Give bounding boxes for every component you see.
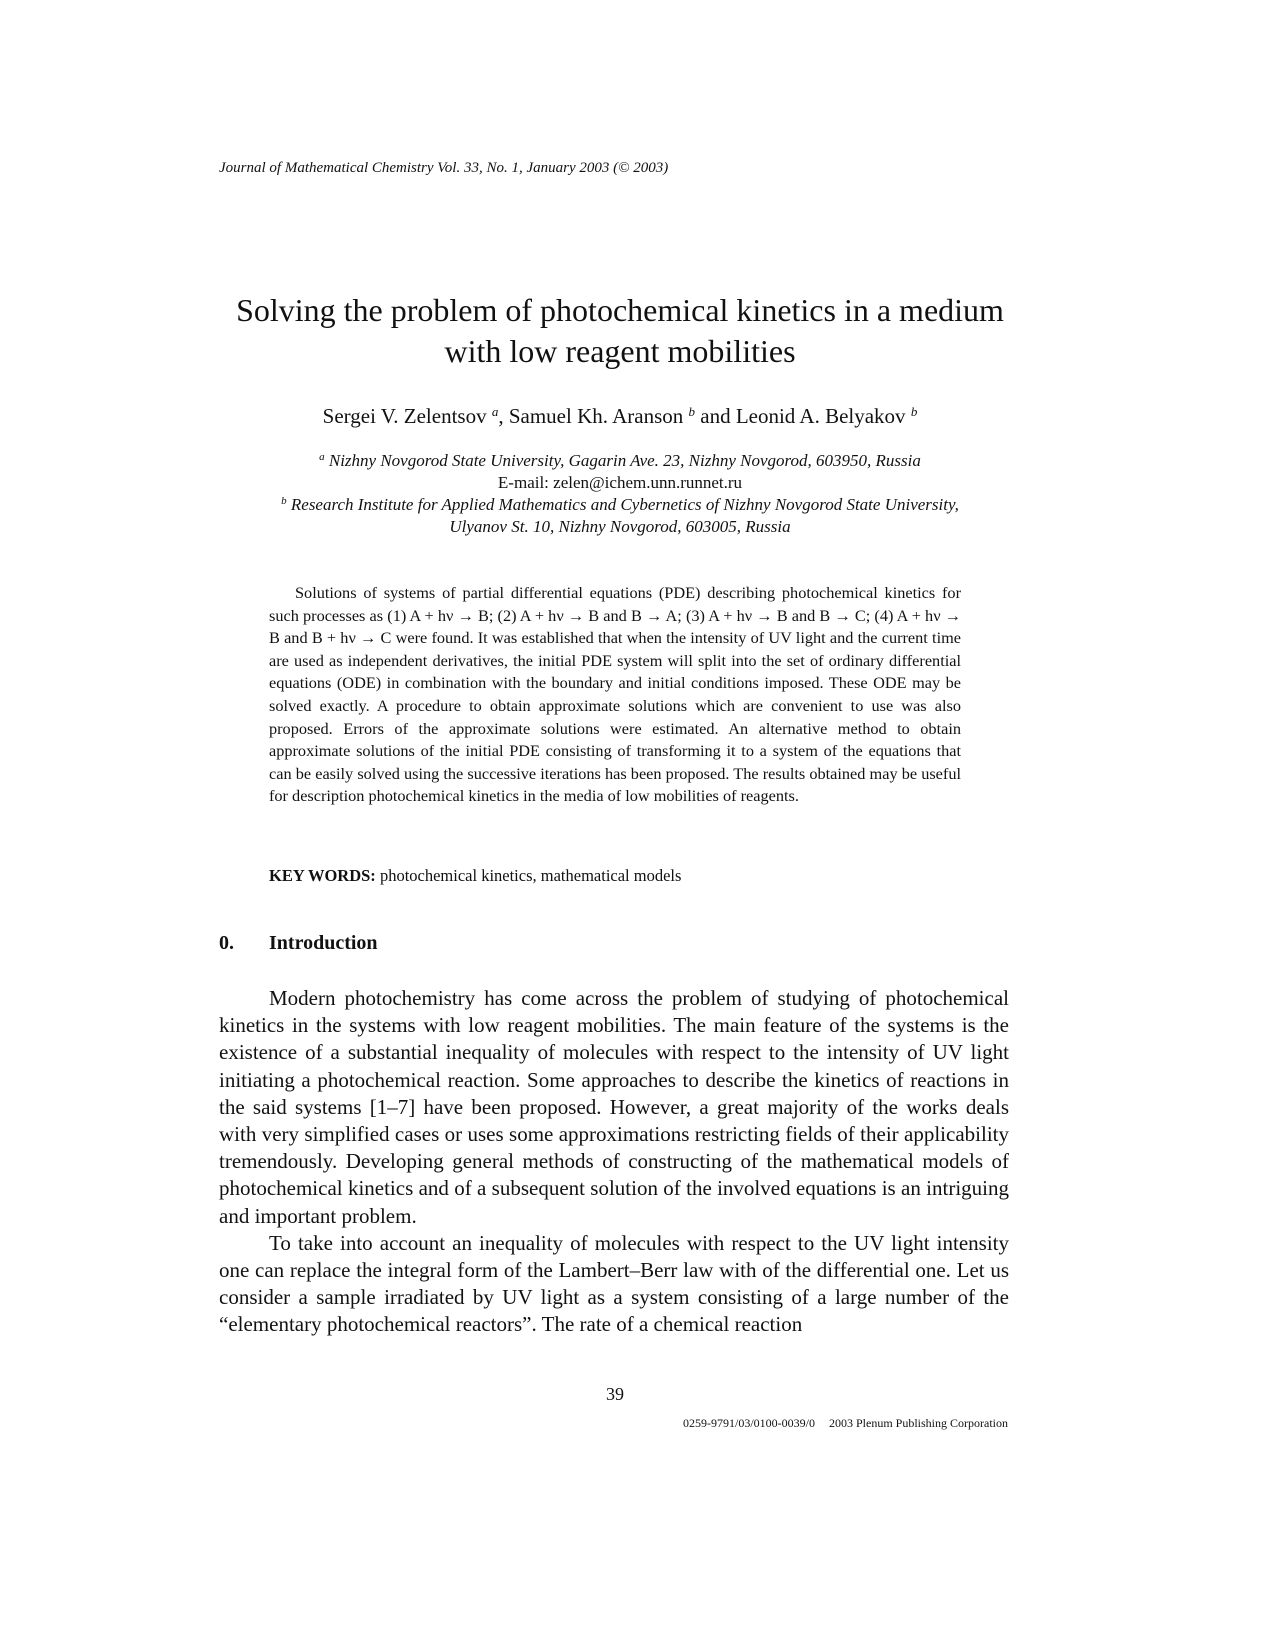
keywords-text: photochemical kinetics, mathematical models (375, 866, 682, 885)
author-list (200, 404, 1040, 429)
affiliation-b (160, 494, 1080, 516)
section-number: 0. (219, 932, 234, 954)
section-title: Introduction (269, 932, 378, 954)
affiliation-mark: b (281, 495, 287, 507)
author-name: Samuel Kh. Aranson (508, 404, 684, 428)
paragraph: Modern photochemistry has come across the problem of studying of photochemical kinetics in the systems with low reagent mobilities. The main feature of the systems is the existence of a substantial inequality of molecules with respect to the intensity of UV light initiating a photochemical reaction. Some approaches to describe the kinetics of reactions in the said systems [1–7] have been proposed. However, a great majority of the works deals with very simplified cases or uses some approximations restricting fields of their applicability tremendously. Developing general methods of constructing of the mathematical models of photochemical kinetics and of a subsequent solution of the involved equations is an intriguing and important problem. (219, 986, 1009, 1228)
footer-line (683, 1416, 1008, 1431)
paragraph: To take into account an inequality of molecules with respect to the UV light intensity one can replace the integral form of the Lambert–Berr law with of the differential one. Let us consider a sample irradiated by UV light as a system consisting of a large number of the “elementary photochemical reactors”. The rate of a chemical reaction (219, 1230, 1009, 1337)
keywords-label: KEY WORDS: (269, 866, 376, 885)
page-number: 39 (606, 1384, 624, 1404)
keywords (269, 866, 681, 886)
affiliation-mark: a (319, 451, 325, 463)
title-line-1: Solving the problem of photochemical kinetics in a medium (236, 292, 1004, 328)
affiliation-a-text: Nizhny Novgorod State University, Gagarin Ave. 23, Nizhny Novgorod, 603950, Russia (328, 451, 921, 470)
affiliation-b-address: Ulyanov St. 10, Nizhny Novgorod, 603005, Russia (449, 517, 791, 536)
author-separator: , (498, 404, 509, 428)
body-text (219, 985, 1009, 1339)
affiliation-mark: b (688, 404, 695, 419)
paper-title (200, 290, 1040, 372)
footer-publisher: 2003 Plenum Publishing Corporation (828, 1416, 1008, 1430)
abstract: Solutions of systems of partial differential equations (PDE) describing photochemical kinetics for such processes as (1) A + hν → B; (2) A + hν → B and B → A; (3) A + hν → B and B → C; (4) A + hν → B and B + hν → C were found. It was established that when the intensity of UV light and the current time are used as independent derivatives, the initial PDE system will split into the set of ordinary differential equations (ODE) in combination with the boundary and initial conditions imposed. These ODE may be solved exactly. A procedure to obtain approximate solutions which are convenient to use was also proposed. Errors of the approximate solutions were estimated. An alternative method to obtain approximate solutions of the initial PDE consisting of transforming it to a system of the equations that can be easily solved using the successive iterations has been proposed. The results obtained may be useful for description photochemical kinetics in the media of low mobilities of reagents. (269, 583, 961, 806)
section-heading (219, 932, 378, 955)
email-line: E-mail: zelen@ichem.unn.runnet.ru (497, 473, 743, 492)
author-name: Leonid A. Belyakov (735, 404, 906, 428)
author-separator: and (695, 404, 736, 428)
title-line-2: with low reagent mobilities (444, 333, 796, 369)
affiliation-a (160, 450, 1080, 472)
journal-header: Journal of Mathematical Chemistry Vol. 33, No. 1, January 2003 (© 2003) (219, 160, 669, 176)
affiliation-mark: a (491, 404, 499, 419)
footer-code: 0259-9791/03/0100-0039/0 (682, 1416, 815, 1430)
affiliation-b-text: Research Institute for Applied Mathematics and Cybernetics of Nizhny Novgorod State University, (290, 495, 959, 514)
affiliation-mark: b (910, 404, 918, 419)
author-name: Sergei V. Zelentsov (322, 404, 487, 428)
